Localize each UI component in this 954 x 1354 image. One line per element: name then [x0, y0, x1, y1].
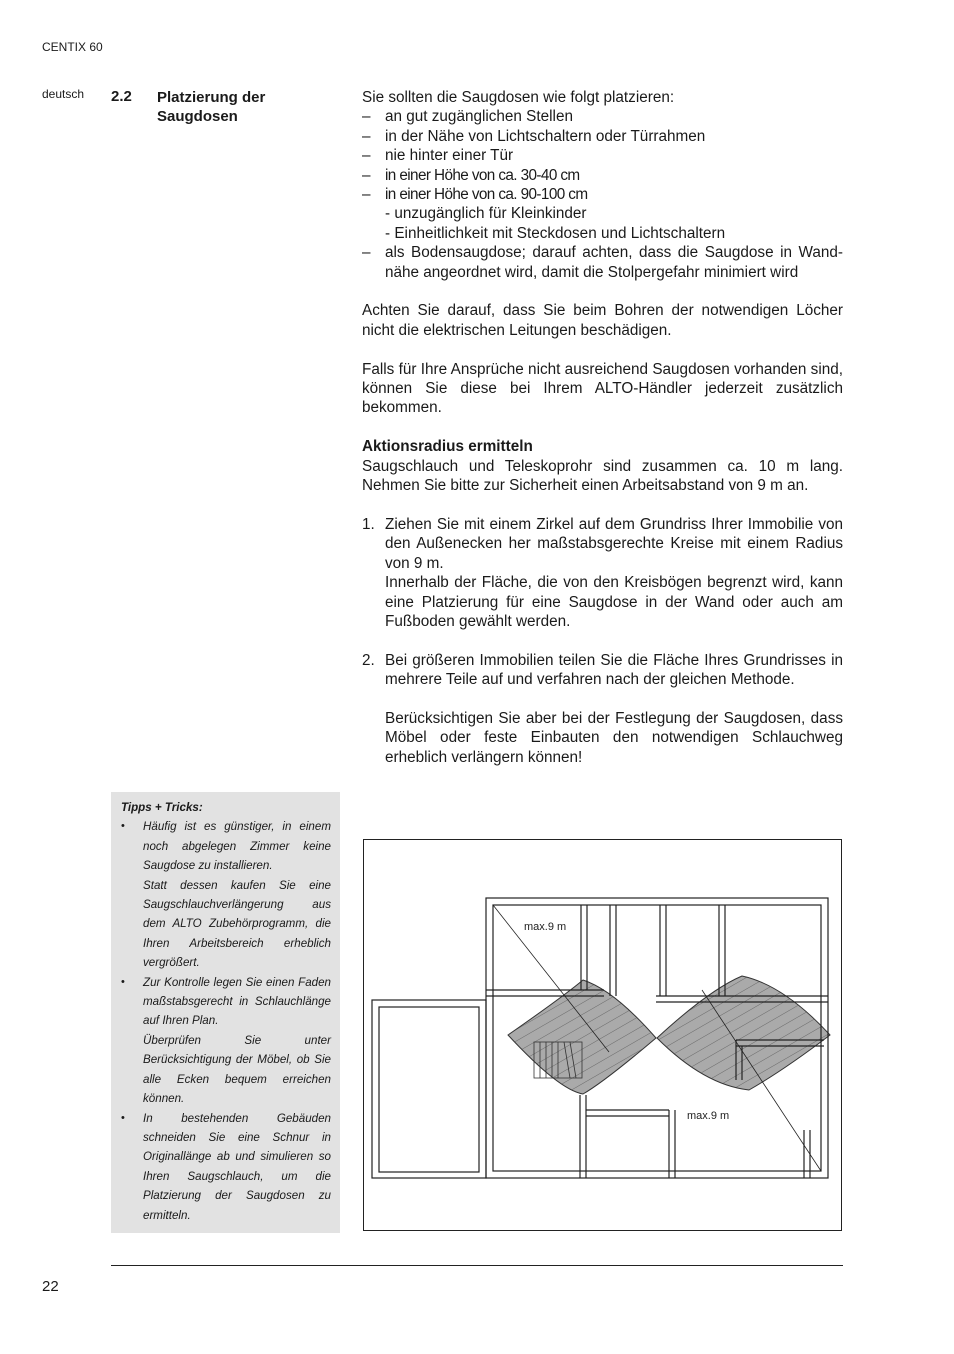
tip-item: • In bestehenden Gebäuden schneiden Sie eine Schnur in Originallänge ab und simulieren so Ihren Saugschlauch, um die Platzierung der Saugdosen zu ermitteln. — [121, 1111, 331, 1222]
list-item: – an gut zugänglichen Stellen — [362, 108, 573, 126]
radius-text: Saugschlauch und Teleskoprohr sind zusammen ca. 10 m lang. Nehmen Sie bitte zur Sicherheit einen Arbeitsabstand von 9 m an. — [362, 457, 843, 495]
step-item: 2. Bei größeren Immobilien teilen Sie die Fläche Ihres Grundrisses in mehrere Teile auf und verfahren nach der gleichen Methode. Berücksichtigen Sie aber bei der Festlegung der Saugdosen, dass Möbel oder feste Einbauten den notwendigen Schlauchweg erheblich verlängern können! — [362, 651, 843, 766]
floorplan-figure — [363, 839, 842, 1231]
radius-label-left: max.9 m — [524, 921, 567, 933]
document-header: CENTIX 60 — [42, 40, 103, 54]
tips-box — [111, 792, 340, 1233]
radius-heading: Aktionsradius ermitteln — [362, 438, 533, 456]
list-item: – in einer Höhe von ca. 30-40 cm — [362, 166, 580, 184]
language-label: deutsch — [42, 87, 85, 101]
sub-list-item: - Einheitlichkeit mit Steckdosen und Lichtschaltern — [385, 224, 726, 242]
list-item: – in einer Höhe von ca. 90-100 cm — [362, 186, 588, 204]
floorplan-drawing — [364, 840, 841, 1230]
list-item: – als Bodensaugdose; darauf achten, dass die Saugdose in Wand-nähe angeordnet wird, damit die Stolpergefahr minimiert wird — [362, 244, 843, 281]
paragraph-dealer: Falls für Ihre Ansprüche nicht ausreichend Saugdosen vorhanden sind, können Sie diese bei Ihrem ALTO-Händler jederzeit zusätzlich bekommen. — [362, 360, 843, 417]
section-title: Platzierung der Saugdosen — [157, 89, 266, 126]
list-item: – in der Nähe von Lichtschaltern oder Türrahmen — [362, 127, 706, 145]
footer-rule — [111, 1265, 843, 1266]
section-number: 2.2 — [111, 88, 132, 105]
tip-item: • Zur Kontrolle legen Sie einen Faden maßstabsgerecht in Schlauchlänge auf Ihren Plan. Überprüfen Sie unter Berücksichtigung der Möbel, ob Sie alle Ecken bequem erreichen können. — [121, 975, 331, 1106]
sub-list-item: - unzugänglich für Kleinkinder — [385, 205, 587, 223]
tip-item: • Häufig ist es günstiger, in einem noch abgelegen Zimmer keine Saugdose zu installieren. Statt dessen kaufen Sie eine Saugschlauchverlängerung aus dem ALTO Zubehörprogramm, die Ihren Arbeitsbereich erheblich vergrößert. — [121, 820, 331, 970]
paragraph-drill: Achten Sie darauf, dass Sie beim Bohren der notwendigen Löcher nicht die elektrischen Leitungen beschädigen. — [362, 302, 843, 339]
step-item: 1. Ziehen Sie mit einem Zirkel auf dem Grundriss Ihrer Immobilie von den Außenecken her maßstabsgerechte Kreise mit einem Radius von 9 m. Innerhalb der Fläche, die von den Kreisbögen begrenzt wird, kann eine Platzierung für eine Saugdose in der Wand oder auch am Fußboden gewählt werden. — [362, 515, 843, 630]
page-number: 22 — [42, 1278, 59, 1295]
intro-text: Sie sollten die Saugdosen wie folgt platzieren: — [362, 89, 675, 106]
list-item: – nie hinter einer Tür — [362, 147, 514, 165]
main-text — [362, 88, 843, 767]
radius-label-right: max.9 m — [687, 1110, 730, 1122]
tips-title: Tipps + Tricks: — [121, 801, 203, 814]
